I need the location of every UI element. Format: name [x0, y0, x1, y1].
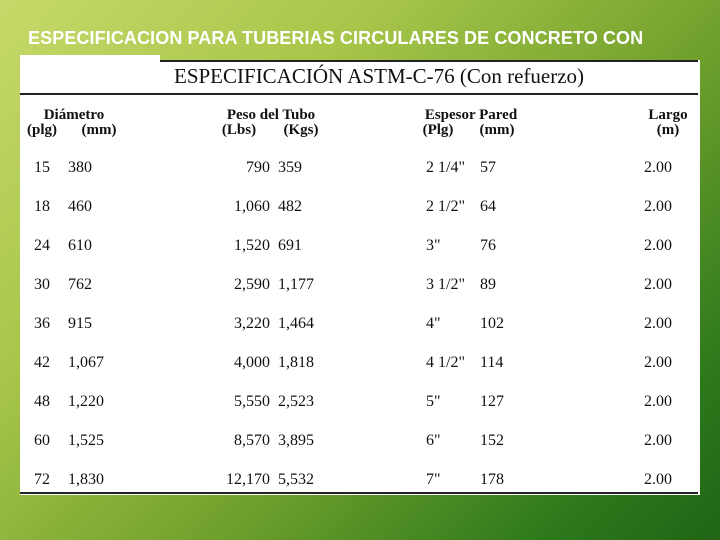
table-cell: 3,220: [234, 315, 270, 332]
table-cell: 152: [480, 432, 504, 449]
unit-mm: (mm): [81, 122, 117, 138]
table-cell: 1,067: [68, 354, 104, 371]
table-cell: 1,818: [278, 354, 314, 371]
table-cell: 691: [278, 237, 302, 254]
top-rule: [150, 60, 698, 62]
table-cell: 762: [68, 276, 92, 293]
table-cell: 4": [426, 315, 441, 332]
table-cell: 127: [480, 393, 504, 410]
table-cell: 7": [426, 471, 441, 488]
table-cell: 102: [480, 315, 504, 332]
table-cell: 2.00: [644, 198, 672, 215]
table-cell: 64: [480, 198, 496, 215]
table-cell: 24: [34, 237, 50, 254]
table-cell: 15: [34, 159, 50, 176]
table-cell: 2.00: [644, 237, 672, 254]
unit-lbs: (Lbs): [221, 122, 257, 138]
title-overlap-patch: [20, 55, 160, 65]
table-cell: 1,060: [234, 198, 270, 215]
table-cell: 5,550: [234, 393, 270, 410]
table-cell: 2.00: [644, 393, 672, 410]
table-cell: 48: [34, 393, 50, 410]
table-cell: 2.00: [644, 315, 672, 332]
table-cell: 1,464: [278, 315, 314, 332]
table-cell: 460: [68, 198, 92, 215]
table-cell: 2.00: [644, 159, 672, 176]
table-heading: ESPECIFICACIÓN ASTM-C-76 (Con refuerzo): [174, 64, 585, 88]
slide-title: ESPECIFICACION PARA TUBERIAS CIRCULARES DE CONCRETO CON: [28, 28, 644, 48]
table-cell: 72: [34, 471, 50, 488]
header-peso: Peso del Tubo: [226, 107, 316, 123]
table-cell: 2,523: [278, 393, 314, 410]
table-cell: 1,525: [68, 432, 104, 449]
table-cell: 57: [480, 159, 496, 176]
table-cell: 5": [426, 393, 441, 410]
table-cell: 178: [480, 471, 504, 488]
table-cell: 4,000: [234, 354, 270, 371]
table-cell: 1,220: [68, 393, 104, 410]
table-cell: 1,830: [68, 471, 104, 488]
table-cell: 2.00: [644, 432, 672, 449]
unit-plg-wall: (Plg): [422, 122, 454, 138]
bottom-rule: [20, 492, 698, 494]
table-cell: 2.00: [644, 276, 672, 293]
spec-table-sheet: [20, 60, 700, 495]
table-cell: 8,570: [234, 432, 270, 449]
table-cell: 3 1/2": [426, 276, 465, 293]
table-cell: 2 1/4": [426, 159, 465, 176]
table-cell: 3": [426, 237, 441, 254]
table-cell: 2 1/2": [426, 198, 465, 215]
heading-rule: [20, 93, 698, 95]
table-cell: 3,895: [278, 432, 314, 449]
header-largo: Largo: [648, 107, 688, 123]
table-cell: 2,590: [234, 276, 270, 293]
unit-kgs: (Kgs): [283, 122, 319, 138]
table-cell: 18: [34, 198, 50, 215]
table-cell: 1,520: [234, 237, 270, 254]
table-cell: 2.00: [644, 354, 672, 371]
table-cell: 790: [246, 159, 270, 176]
table-cell: 76: [480, 237, 496, 254]
table-cell: 380: [68, 159, 92, 176]
table-cell: 6": [426, 432, 441, 449]
table-cell: 30: [34, 276, 50, 293]
table-cell: 36: [34, 315, 50, 332]
table-cell: 89: [480, 276, 496, 293]
table-cell: 1,177: [278, 276, 314, 293]
table-cell: 5,532: [278, 471, 314, 488]
table-cell: 60: [34, 432, 50, 449]
unit-mm-wall: (mm): [479, 122, 515, 138]
unit-m: (m): [656, 122, 680, 138]
header-diametro: Diámetro: [43, 107, 105, 123]
table-cell: 42: [34, 354, 50, 371]
header-espesor: Espesor Pared: [424, 107, 518, 123]
table-cell: 2.00: [644, 471, 672, 488]
table-cell: 482: [278, 198, 302, 215]
table-cell: 359: [278, 159, 302, 176]
unit-plg: (plg): [27, 122, 57, 138]
table-cell: 4 1/2": [426, 354, 465, 371]
table-cell: 12,170: [226, 471, 270, 488]
table-cell: 915: [68, 315, 92, 332]
table-cell: 114: [480, 354, 504, 371]
table-cell: 610: [68, 237, 92, 254]
